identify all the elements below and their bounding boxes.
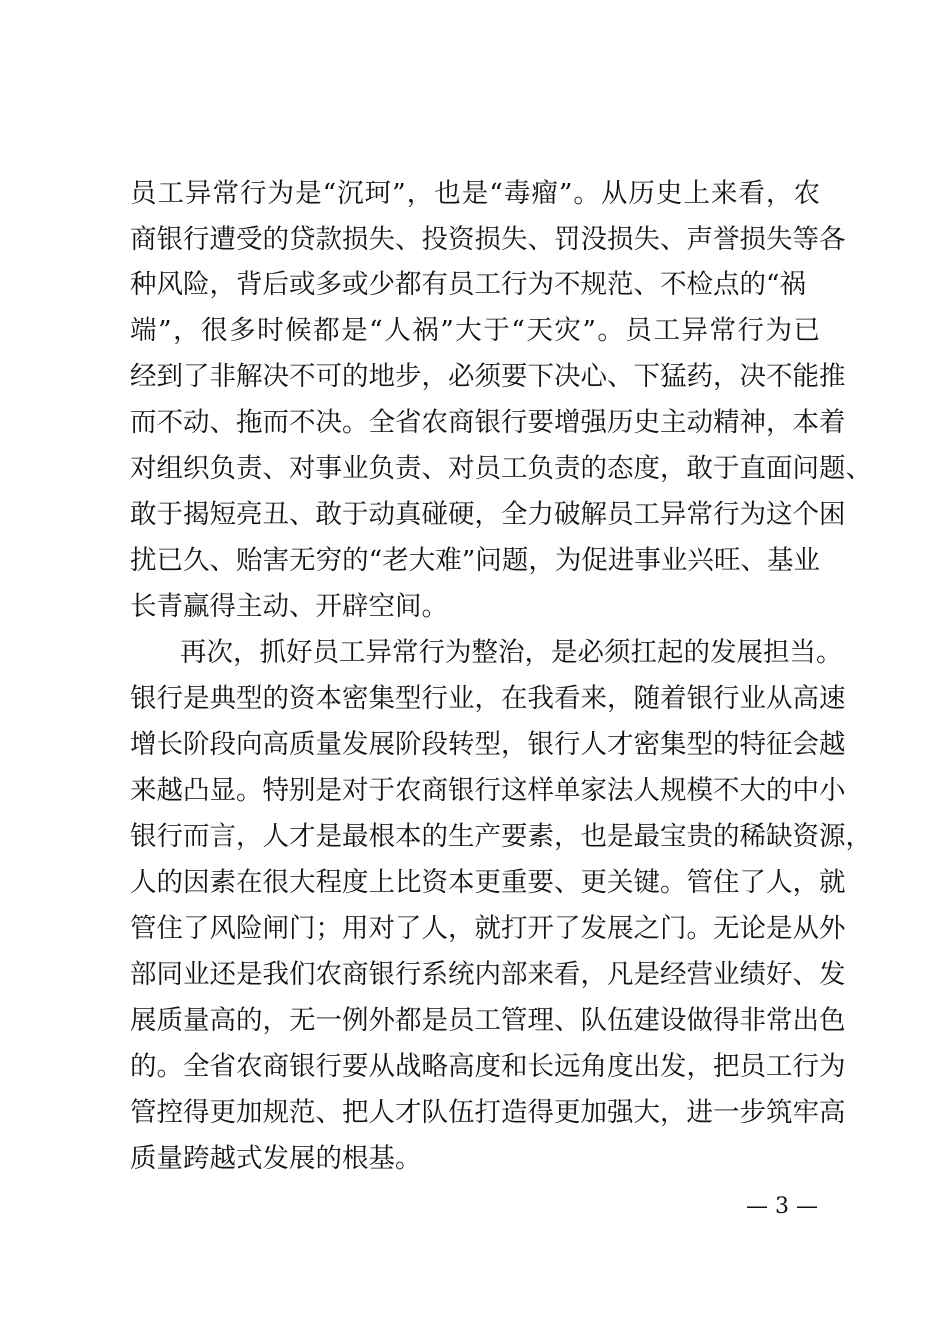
body-line-8: 敢于揭短亮丑、敢于动真碰硬，全力破解员工异常行为这个困 [130,499,846,530]
body-line-16: 人的因素在很大程度上比资本更重要、更关键。管住了人，就 [130,867,846,898]
body-line-15: 银行而言，人才是最根本的生产要素，也是最宝贵的稀缺资源， [130,821,872,852]
body-line-4: 端”，很多时候都是“人祸”大于“天灾”。员工异常行为已 [130,315,820,346]
body-line-12: 银行是典型的资本密集型行业，在我看来，随着银行业从高速 [130,683,846,714]
page-number: — 3 — [746,1194,818,1219]
body-line-7: 对组织负责、对事业负责、对员工负责的态度，敢于直面问题、 [130,453,872,484]
body-line-2: 商银行遭受的贷款损失、投资损失、罚没损失、声誉损失等各 [130,224,846,255]
body-line-9: 扰已久、贻害无穷的“老大难”问题，为促进事业兴旺、基业 [130,545,820,576]
body-line-14: 来越凸显。特别是对于农商银行这样单家法人规模不大的中小 [130,775,846,806]
body-line-17: 管住了风险闸门；用对了人，就打开了发展之门。无论是从外 [130,913,846,944]
body-line-19: 展质量高的，无一例外都是员工管理、队伍建设做得非常出色 [130,1005,846,1036]
body-line-6: 而不动、拖而不决。全省农商银行要增强历史主动精神，本着 [130,407,846,438]
body-line-18: 部同业还是我们农商银行系统内部来看，凡是经营业绩好、发 [130,959,846,990]
body-line-21: 管控得更加规范、把人才队伍打造得更加强大，进一步筑牢高 [130,1097,846,1128]
body-line-20: 的。全省农商银行要从战略高度和长远角度出发，把员工行为 [130,1051,846,1082]
paragraph-2-first-line: 再次，抓好员工异常行为整治，是必须扛起的发展担当。 [180,637,843,668]
body-line-22: 质量跨越式发展的根基。 [130,1143,422,1174]
body-line-5: 经到了非解决不可的地步，必须要下决心、下猛药，决不能推 [130,361,846,392]
body-line-13: 增长阶段向高质量发展阶段转型，银行人才密集型的特征会越 [130,729,846,760]
body-line-3: 种风险，背后或多或少都有员工行为不规范、不检点的“祸 [130,269,807,300]
body-line-1: 员工异常行为是“沉珂”，也是“毒瘤”。从历史上来看，农 [130,178,820,209]
body-line-10: 长青赢得主动、开辟空间。 [130,591,448,622]
